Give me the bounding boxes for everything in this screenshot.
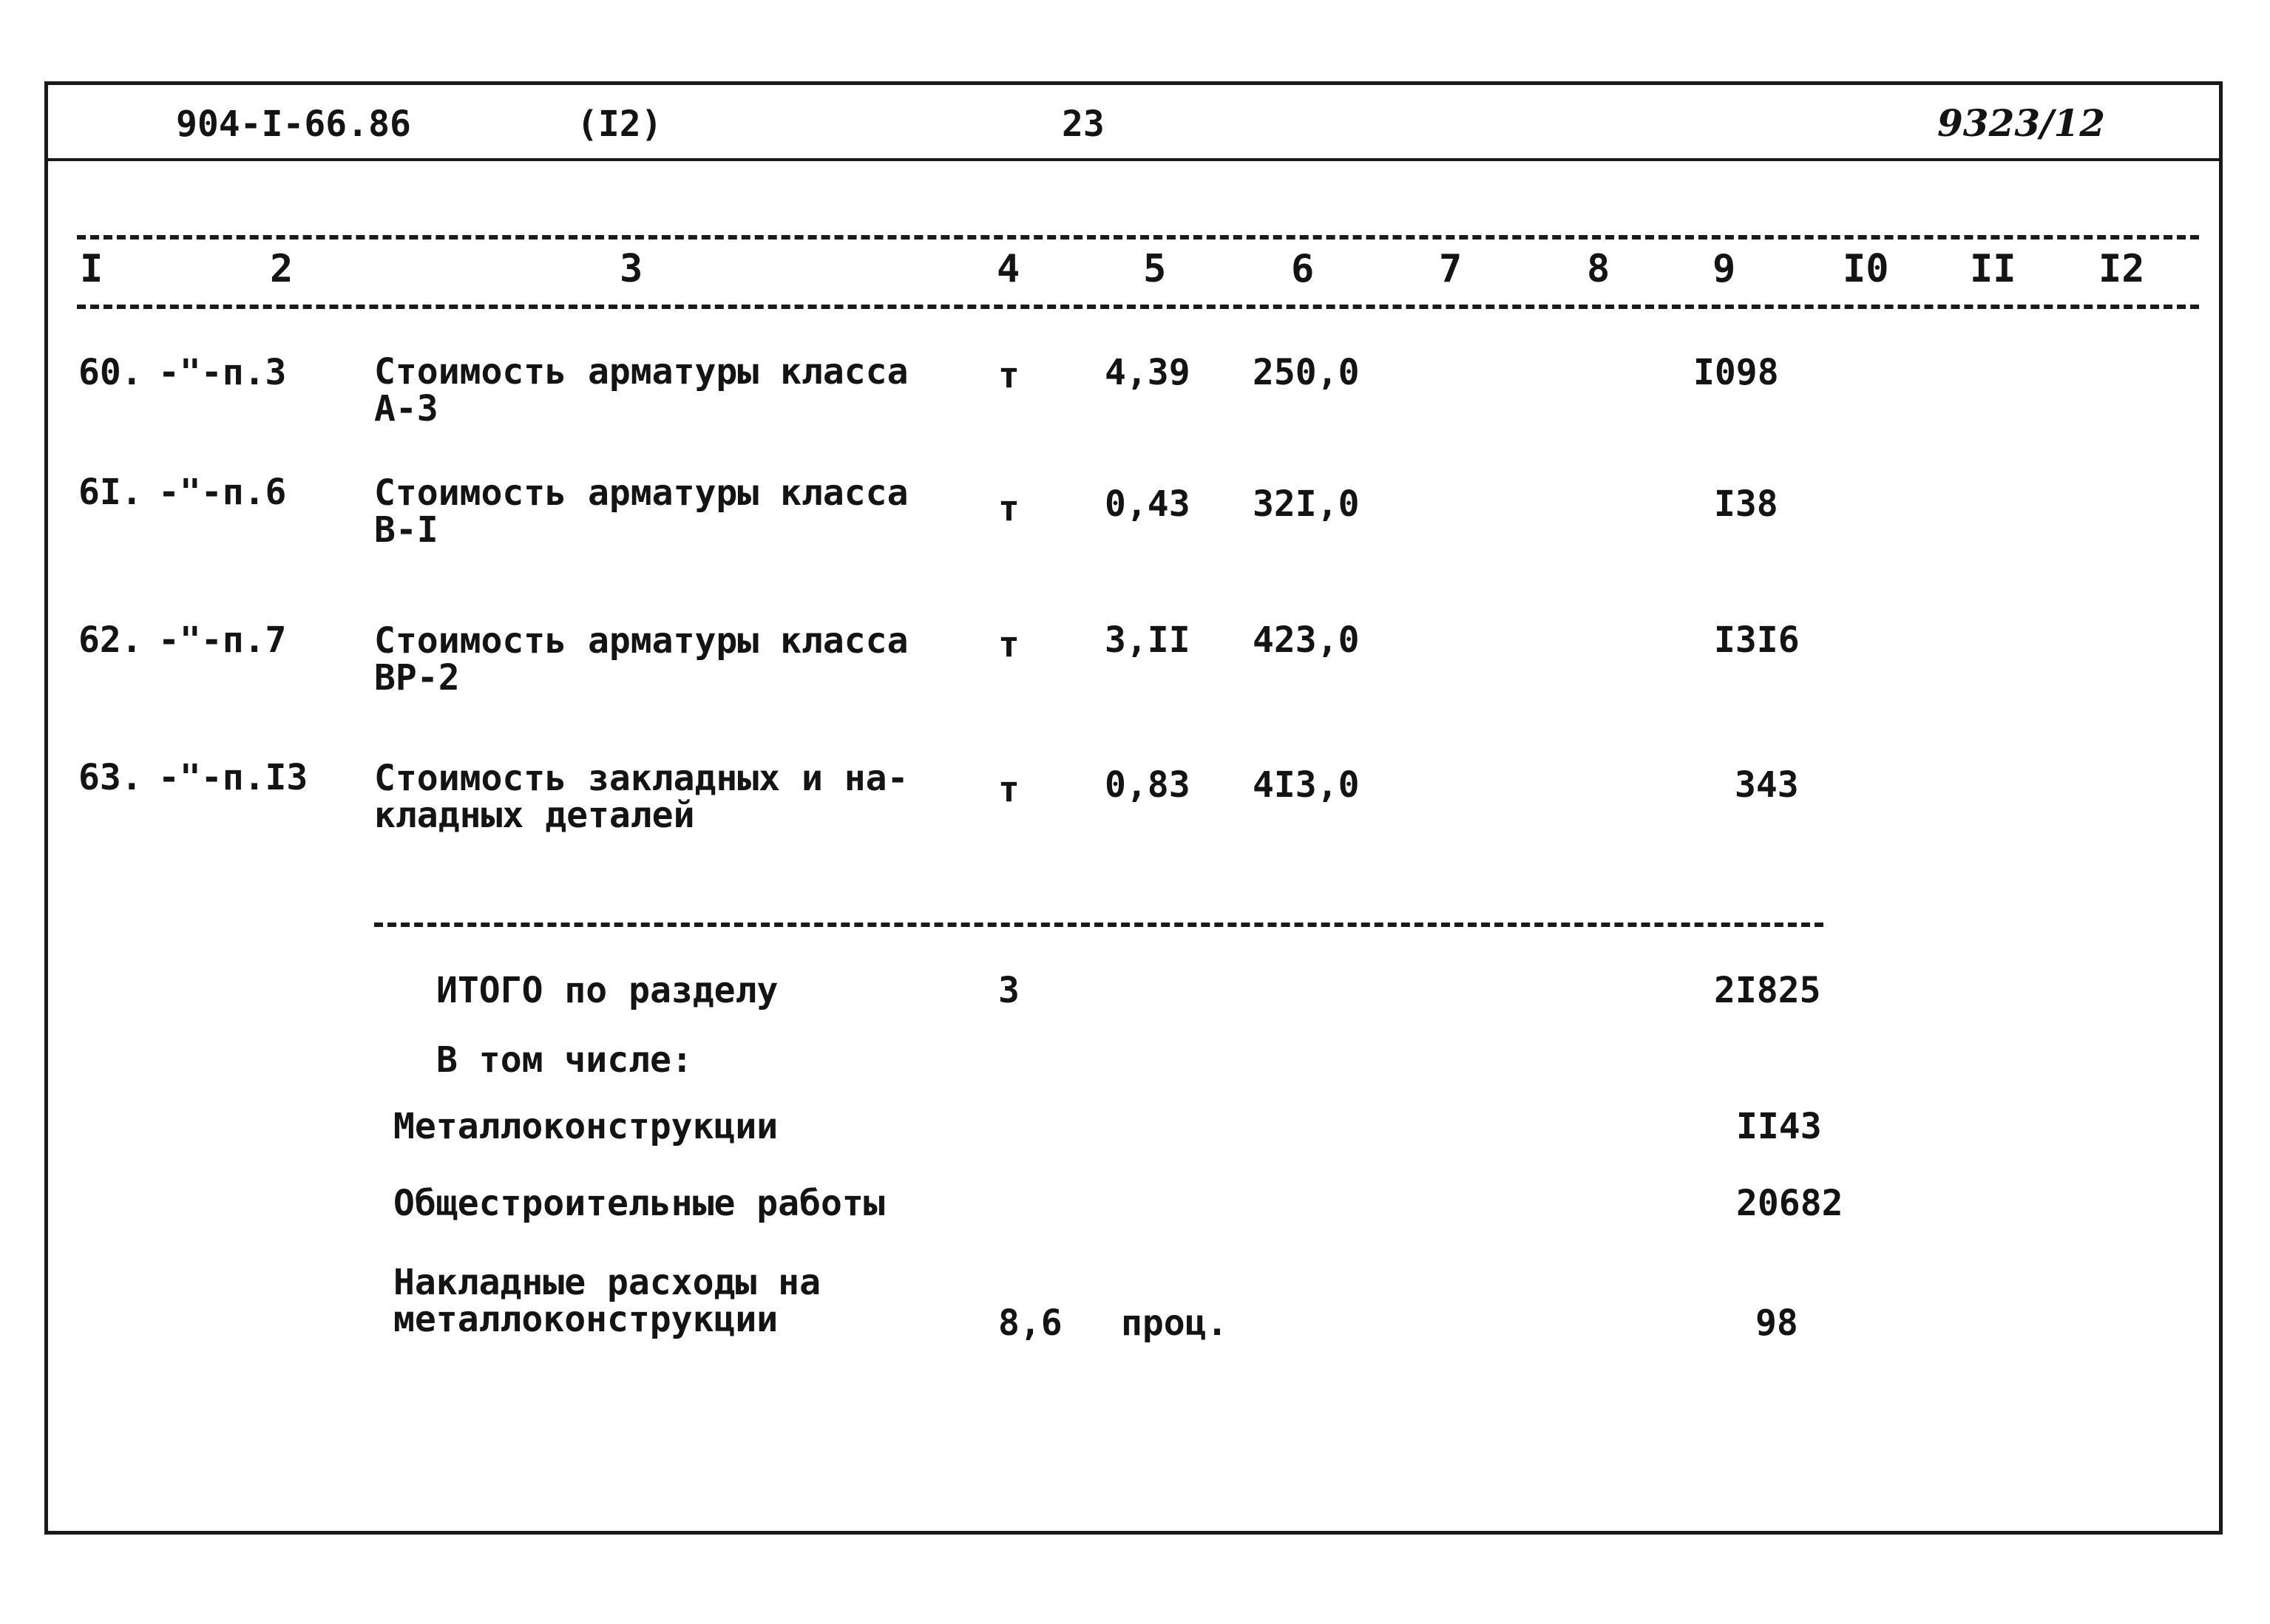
row-63-qty: 0,83 [1105,764,1190,806]
row-60-qty: 4,39 [1105,352,1190,393]
row-63-ref: -"-п.I3 [158,757,308,798]
page-number: 23 [1062,103,1105,145]
overhead-unit: проц. [1121,1302,1228,1344]
row-60-unit: т [998,355,1020,396]
col-num-4: 4 [997,247,1020,291]
column-header-top-rule [77,235,2199,239]
col-num-9: 9 [1712,247,1736,291]
handwritten-number: 9323/12 [1937,101,2106,145]
doc-part: (I2) [577,103,663,145]
overhead-total: 98 [1755,1302,1798,1344]
col-num-7: 7 [1439,247,1463,291]
row-62-price: 423,0 [1253,619,1360,661]
row-61-ref: -"-п.6 [158,472,287,513]
summary-separator [374,923,1823,927]
col-num-11: II [1970,247,2016,291]
row-62-desc: Стоимость арматуры класса ВР-2 [374,620,909,699]
overhead-label: Накладные расходы на металлоконструкции [393,1262,821,1340]
itogo-label: ИТОГО по разделу [436,970,779,1011]
row-63-total: 343 [1735,764,1799,806]
row-61-total: I38 [1714,483,1778,525]
row-63-unit: т [998,769,1020,810]
metal-total: II43 [1736,1106,1822,1147]
row-61-qty: 0,43 [1105,483,1190,525]
row-62-qty: 3,II [1105,619,1190,661]
col-num-8: 8 [1587,247,1610,291]
including-label: В том числе: [436,1039,693,1081]
row-60-desc: Стоимость арматуры класса А-3 [374,351,909,429]
row-63-price: 4I3,0 [1253,764,1360,806]
row-62-unit: т [998,624,1020,665]
row-61-price: 32I,0 [1253,483,1360,525]
row-62-number: 62. [78,619,143,661]
row-60-number: 60. [78,352,143,393]
row-60-price: 250,0 [1253,352,1360,393]
row-61-desc: Стоимость арматуры класса В-I [374,472,909,551]
header-divider [44,158,2223,161]
row-62-ref: -"-п.7 [158,619,287,661]
general-total: 20682 [1736,1183,1843,1224]
row-63-number: 63. [78,757,143,798]
row-61-number: 6I. [78,472,143,513]
itogo-total: 2I825 [1714,970,1821,1011]
doc-code: 904-I-66.86 [176,103,411,145]
col-num-10: I0 [1843,247,1889,291]
column-header-bottom-rule [77,305,2199,309]
row-60-total: I098 [1693,352,1779,393]
col-num-3: 3 [620,247,643,291]
row-63-desc: Стоимость закладных и на- кладных деталей [374,758,909,836]
row-62-total: I3I6 [1714,619,1800,661]
metal-label: Металлоконструкции [393,1106,779,1147]
general-label: Общестроительные работы [393,1183,885,1224]
col-num-5: 5 [1143,247,1167,291]
row-61-unit: т [998,488,1020,529]
overhead-rate: 8,6 [998,1302,1063,1344]
col-num-2: 2 [270,247,294,291]
row-60-ref: -"-п.3 [158,352,287,393]
itogo-section: 3 [998,970,1020,1011]
col-num-12: I2 [2098,247,2145,291]
col-num-6: 6 [1291,247,1315,291]
col-num-1: I [80,247,104,291]
